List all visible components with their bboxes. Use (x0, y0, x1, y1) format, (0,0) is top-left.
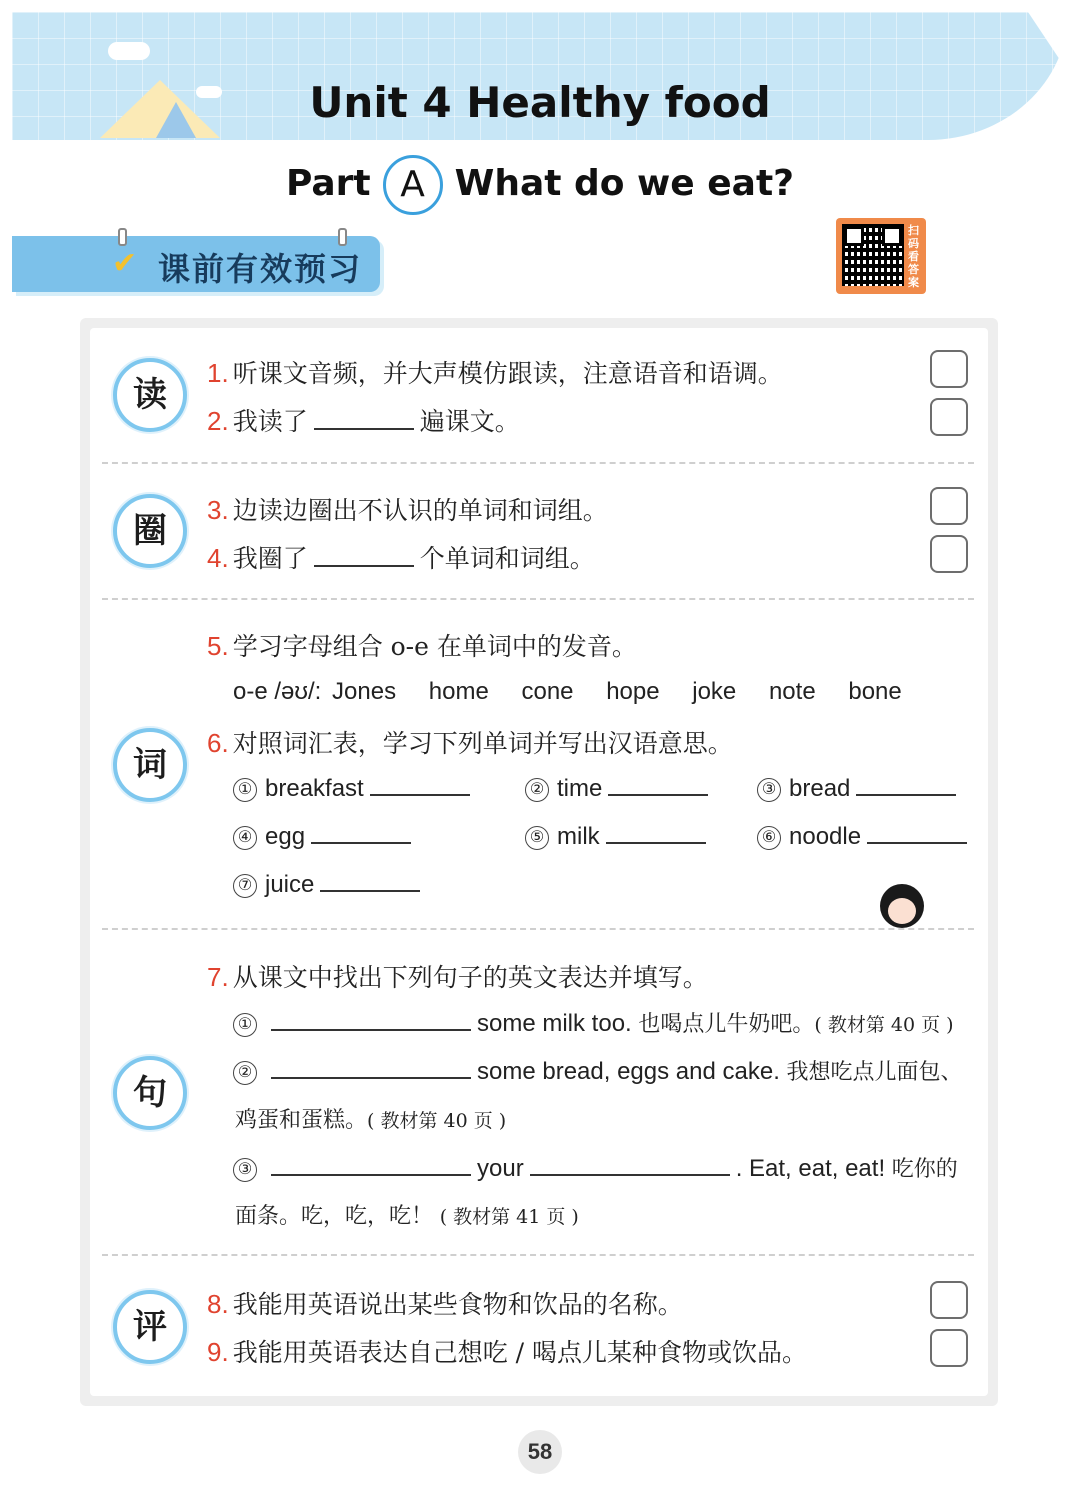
textbook-reference: ( 教材第 40 页 ) (814, 1014, 954, 1036)
vocab-item (525, 822, 712, 851)
phonics-word: hope (606, 678, 660, 705)
textbook-reference: ( 教材第 40 页 ) (367, 1110, 507, 1132)
sentence-chinese: 鸡蛋和蛋糕。 (235, 1108, 368, 1133)
checkmark-icon: ✔ (112, 246, 138, 281)
answer-blank[interactable] (530, 1154, 730, 1176)
girl-illustration (880, 884, 924, 928)
item-3 (207, 491, 608, 527)
item-marker: ③ (233, 1158, 257, 1182)
item-6 (207, 724, 733, 760)
sentence-english: your (477, 1155, 524, 1182)
answer-blank[interactable] (608, 774, 708, 796)
vocab-word: juice (265, 871, 315, 898)
sentence-english: some milk too. (477, 1010, 632, 1037)
item-9 (207, 1333, 807, 1369)
part-letter-circle: A (383, 155, 443, 215)
sentences-badge: 句 (113, 1056, 187, 1130)
answer-blank[interactable] (606, 822, 706, 844)
part-title: What do we eat? (454, 163, 795, 204)
phonics-word: joke (692, 678, 737, 705)
vocab-item (233, 822, 417, 851)
phonics-word: note (768, 678, 816, 705)
answer-blank[interactable] (314, 408, 414, 430)
item-text: 听课文音频，并大声模仿跟读，注意语音和语调。 (232, 359, 783, 388)
phonics-word: cone (521, 678, 574, 705)
vocab-item (757, 822, 973, 851)
answer-blank[interactable] (856, 774, 956, 796)
page-fold-corner (1028, 12, 1068, 72)
item-marker: ③ (757, 778, 781, 802)
item-number: 6. (207, 728, 229, 758)
item-text: 我读了 (232, 407, 308, 436)
item-text: 从课文中找出下列句子的英文表达并填写。 (232, 963, 708, 992)
phonics-word: Jones (332, 678, 397, 705)
answer-blank[interactable] (271, 1154, 471, 1176)
vocab-word: noodle (789, 823, 862, 850)
circle-badge: 圈 (113, 494, 187, 568)
answer-blank[interactable] (314, 545, 414, 567)
cloud-decoration (108, 42, 150, 60)
binder-clip-icon (118, 228, 127, 246)
sentence-chinese: 也喝点儿牛奶吧。 (638, 1012, 815, 1037)
checkbox-item-2[interactable] (930, 398, 968, 436)
vocab-word: breakfast (265, 775, 364, 802)
sentence-2-continued (235, 1103, 506, 1134)
item-marker: ① (233, 1013, 257, 1037)
worksheet-card (90, 328, 988, 1396)
item-number: 1. (207, 358, 229, 388)
sentence-1 (233, 1007, 954, 1038)
item-number: 7. (207, 962, 229, 992)
item-4 (207, 539, 595, 575)
section-divider (102, 1254, 974, 1256)
section-divider (102, 928, 974, 930)
section-divider (102, 598, 974, 600)
phonics-line (233, 678, 928, 706)
answer-blank[interactable] (271, 1009, 471, 1031)
item-5 (207, 627, 637, 663)
item-text: 我圈了 (232, 544, 308, 573)
qr-code[interactable] (836, 218, 926, 294)
phonics-word: home (428, 678, 489, 705)
item-number: 3. (207, 495, 229, 525)
vocab-item (233, 870, 426, 899)
item-text: 对照词汇表，学习下列单词并写出汉语意思。 (232, 729, 733, 758)
textbook-reference: ( 教材第 41 页 ) (439, 1206, 579, 1228)
sentence-3-continued (235, 1199, 579, 1230)
sentence-3 (233, 1152, 958, 1183)
checkbox-item-4[interactable] (930, 535, 968, 573)
item-8 (207, 1285, 683, 1321)
vocab-item (525, 774, 714, 803)
vocab-item (233, 774, 476, 803)
item-marker: ⑦ (233, 874, 257, 898)
item-text: 遍课文。 (419, 407, 520, 436)
sentence-english: some bread, eggs and cake. (477, 1058, 780, 1085)
sentence-chinese: 吃你的 (891, 1157, 958, 1182)
answer-blank[interactable] (320, 870, 420, 892)
item-number: 4. (207, 543, 229, 573)
qr-caption: 扫码看答案 (908, 224, 919, 289)
checkbox-item-8[interactable] (930, 1281, 968, 1319)
sentence-chinese: 我想吃点儿面包、 (786, 1060, 963, 1085)
evaluate-badge: 评 (113, 1290, 187, 1364)
item-text: 个单词和词组。 (419, 544, 595, 573)
section-tag-label: 课前有效预习 (158, 250, 363, 288)
section-divider (102, 462, 974, 464)
checkbox-item-1[interactable] (930, 350, 968, 388)
item-number: 5. (207, 631, 229, 661)
item-marker: ⑥ (757, 826, 781, 850)
item-text: 边读边圈出不认识的单词和词组。 (232, 496, 608, 525)
unit-title: Unit 4 Healthy food (309, 78, 771, 127)
words-badge: 词 (113, 728, 187, 802)
vocab-item (757, 774, 962, 803)
read-badge: 读 (113, 358, 187, 432)
page-number: 58 (518, 1430, 562, 1474)
item-text: 我能用英语表达自己想吃 / 喝点儿某种食物或饮品。 (232, 1338, 808, 1367)
item-number: 9. (207, 1337, 229, 1367)
sentence-chinese: 面条。吃，吃，吃！ (235, 1204, 434, 1229)
phonics-word: bone (848, 678, 902, 705)
item-marker: ② (233, 1061, 257, 1085)
vocab-word: bread (789, 775, 851, 802)
vocab-word: milk (557, 823, 600, 850)
item-2 (207, 402, 520, 438)
item-marker: ② (525, 778, 549, 802)
item-marker: ④ (233, 826, 257, 850)
part-heading (0, 155, 1080, 215)
item-1 (207, 354, 783, 390)
sentence-2 (233, 1055, 963, 1086)
answer-blank[interactable] (311, 822, 411, 844)
checkbox-item-9[interactable] (930, 1329, 968, 1367)
item-7 (207, 958, 708, 994)
vocab-word: time (557, 775, 603, 802)
item-text: 学习字母组合 o-e 在单词中的发音。 (232, 632, 637, 661)
answer-blank[interactable] (271, 1057, 471, 1079)
section-tag (12, 236, 380, 292)
item-number: 8. (207, 1289, 229, 1319)
item-number: 2. (207, 406, 229, 436)
checkbox-item-3[interactable] (930, 487, 968, 525)
item-marker: ⑤ (525, 826, 549, 850)
phonics-prefix: o-e /əʊ/: (233, 678, 322, 705)
vocab-word: egg (265, 823, 306, 850)
part-label: Part (285, 163, 371, 204)
answer-blank[interactable] (370, 774, 470, 796)
item-text: 我能用英语说出某些食物和饮品的名称。 (232, 1290, 683, 1319)
item-marker: ① (233, 778, 257, 802)
answer-blank[interactable] (867, 822, 967, 844)
qr-code-image (842, 224, 904, 286)
sentence-english: . Eat, eat, eat! (735, 1155, 886, 1182)
